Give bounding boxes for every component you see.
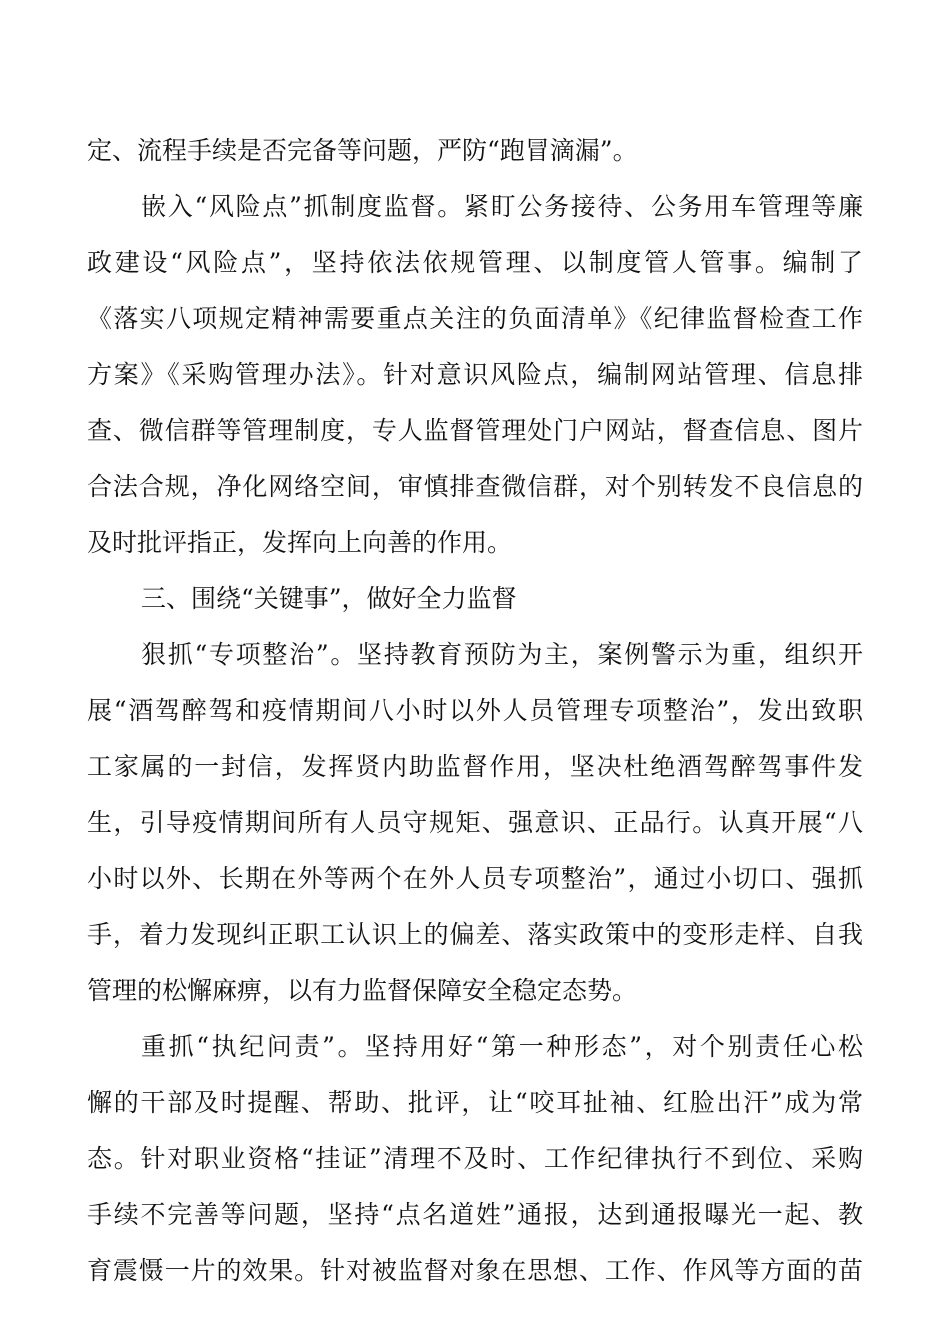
text-line: 合法合规，净化网络空间，审慎排查微信群，对个别转发不良信息的 <box>87 472 863 501</box>
text-line: 定、流程手续是否完备等问题，严防“跑冒滴漏”。 <box>87 136 638 165</box>
text-line: 生，引导疫情期间所有人员守规矩、强意识、正品行。认真开展“八 <box>87 808 863 837</box>
text-line: 懈的干部及时提醒、帮助、批评，让“咬耳扯袖、红脸出汗”成为常 <box>87 1088 863 1117</box>
text-line: 及时批评指正，发挥向上向善的作用。 <box>87 528 513 557</box>
text-line: 育震慑一片的效果。针对被监督对象在思想、工作、作风等方面的苗 <box>87 1256 863 1285</box>
text-line: 管理的松懈麻痹，以有力监督保障安全稳定态势。 <box>87 976 638 1005</box>
text-line: 小时以外、长期在外等两个在外人员专项整治”，通过小切口、强抓 <box>87 864 863 893</box>
text-line: 展“酒驾醉驾和疫情期间八小时以外人员管理专项整治”，发出致职 <box>87 696 863 725</box>
text-line: 手续不完善等问题，坚持“点名道姓”通报，达到通报曝光一起、教 <box>87 1200 863 1229</box>
paragraph-first-line: 狠抓“专项整治”。坚持教育预防为主，案例警示为重，组织开 <box>141 640 863 669</box>
text-line: 查、微信群等管理制度，专人监督管理处门户网站，督查信息、图片 <box>87 416 863 445</box>
text-line: 方案》《采购管理办法》。针对意识风险点，编制网站管理、信息排 <box>87 360 863 389</box>
section-heading: 三、围绕“关键事”，做好全力监督 <box>141 584 517 613</box>
text-line: 《落实八项规定精神需要重点关注的负面清单》《纪律监督检查工作 <box>87 304 863 333</box>
paragraph-first-line: 嵌入“风险点”抓制度监督。紧盯公务接待、公务用车管理等廉 <box>141 192 863 221</box>
text-line: 手，着力发现纠正职工认识上的偏差、落实政策中的变形走样、自我 <box>87 920 863 949</box>
paragraph-first-line: 重抓“执纪问责”。坚持用好“第一种形态”，对个别责任心松 <box>141 1032 863 1061</box>
text-line: 工家属的一封信，发挥贤内助监督作用，坚决杜绝酒驾醉驾事件发 <box>87 752 863 781</box>
text-line: 政建设“风险点”，坚持依法依规管理、以制度管人管事。编制了 <box>87 248 863 277</box>
text-line: 态。针对职业资格“挂证”清理不及时、工作纪律执行不到位、采购 <box>87 1144 863 1173</box>
